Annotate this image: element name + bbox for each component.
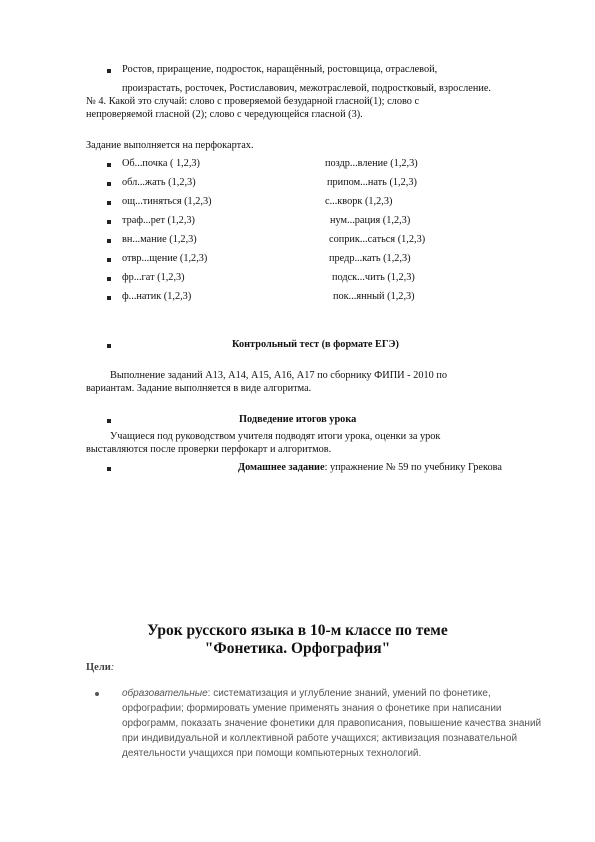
bullet-icon: [107, 467, 111, 471]
bullet-icon: [107, 296, 111, 300]
list-item-left: Об...почка ( 1,2,3): [122, 158, 200, 169]
list-item-left: обл...жать (1,2,3): [122, 177, 196, 188]
control-test-heading: Контрольный тест (в формате ЕГЭ): [232, 339, 399, 350]
bullet-icon: [107, 258, 111, 262]
bullet-icon: [107, 163, 111, 167]
list-item-right: подск...чить (1,2,3): [332, 272, 415, 283]
list-item-left: ощ...тиняться (1,2,3): [122, 196, 212, 207]
control-test-line1: Выполнение заданий А13, А14, А15, А16, А17 по сборнику ФИПИ - 2010 по: [110, 370, 447, 381]
goal-italic: образовательные: [122, 688, 208, 699]
bullet-icon: [107, 201, 111, 205]
list-item-right: припом...нать (1,2,3): [327, 177, 417, 188]
bullet-icon: [107, 182, 111, 186]
list-item-left: ф...натик (1,2,3): [122, 291, 192, 302]
top-item-line2: произрастать, росточек, Ростиславович, межотраслевой, подростковый, взросление.: [122, 83, 491, 94]
bullet-icon: [107, 419, 111, 423]
list-item-right: соприк...саться (1,2,3): [329, 234, 426, 245]
task4-line1: № 4. Какой это случай: слово с проверяемой безударной гласной(1); слово с: [86, 96, 420, 107]
bullet-icon: [107, 239, 111, 243]
perfo-intro: Задание выполняется на перфокартах.: [86, 140, 254, 151]
list-item-right: нум...рация (1,2,3): [330, 215, 411, 226]
bullet-icon: [107, 277, 111, 281]
goals-heading: [86, 662, 114, 673]
bullet-icon: [95, 692, 99, 696]
summary-line1: Учащиеся под руководством учителя подводят итоги урока, оценки за урок: [110, 431, 441, 442]
task4-line2: непроверяемой гласной (2); слово с чередующейся гласной (3).: [86, 109, 363, 120]
homework-text: : упражнение № 59 по учебнику Грекова: [324, 462, 502, 473]
goal-line1: [122, 686, 491, 702]
goal-line5: деятельности учащихся при помощи компьютерных технологий.: [122, 748, 422, 759]
summary-line2: выставляются после проверки перфокарт и алгоритмов.: [86, 444, 332, 455]
goals-colon: :: [110, 662, 115, 673]
list-item-right: с...кворк (1,2,3): [325, 196, 393, 207]
list-item-left: вн...мание (1,2,3): [122, 234, 197, 245]
list-item-left: траф...рет (1,2,3): [122, 215, 195, 226]
goal-line2: орфографии; формировать умение применять знания о фонетике при написании: [122, 703, 502, 714]
list-item-right: поздр...вление (1,2,3): [325, 158, 418, 169]
top-item-line1: Ростов, приращение, подросток, наращённый, ростовщица, отраслевой,: [122, 64, 438, 75]
list-item-right: пок...янный (1,2,3): [333, 291, 415, 302]
goal-line1-text: : систематизация и углубление знаний, умений по фонетике,: [207, 688, 491, 699]
list-item-left: фр...гат (1,2,3): [122, 272, 185, 283]
goals-label: Цели: [86, 662, 111, 673]
list-item-left: отвр...щение (1,2,3): [122, 253, 208, 264]
goal-line4: при индивидуальной и коллективной работе учащихся; активизация познавательной: [122, 733, 518, 744]
bullet-icon: [107, 344, 111, 348]
control-test-line2: вариантам. Задание выполняется в виде алгоритма.: [86, 383, 312, 394]
goal-line3: орфограмм, показать значение фонетики для правописания, повышение качества знаний: [122, 718, 542, 729]
lesson-title-line1: Урок русского языка в 10-м классе по теме: [147, 622, 448, 639]
bullet-icon: [107, 69, 111, 73]
summary-heading: Подведение итогов урока: [239, 414, 357, 425]
lesson-title-line2: "Фонетика. Орфография": [204, 640, 391, 657]
homework-label: Домашнее задание: [238, 462, 325, 473]
list-item-right: предр...кать (1,2,3): [329, 253, 411, 264]
bullet-icon: [107, 220, 111, 224]
homework-line: [238, 461, 502, 474]
